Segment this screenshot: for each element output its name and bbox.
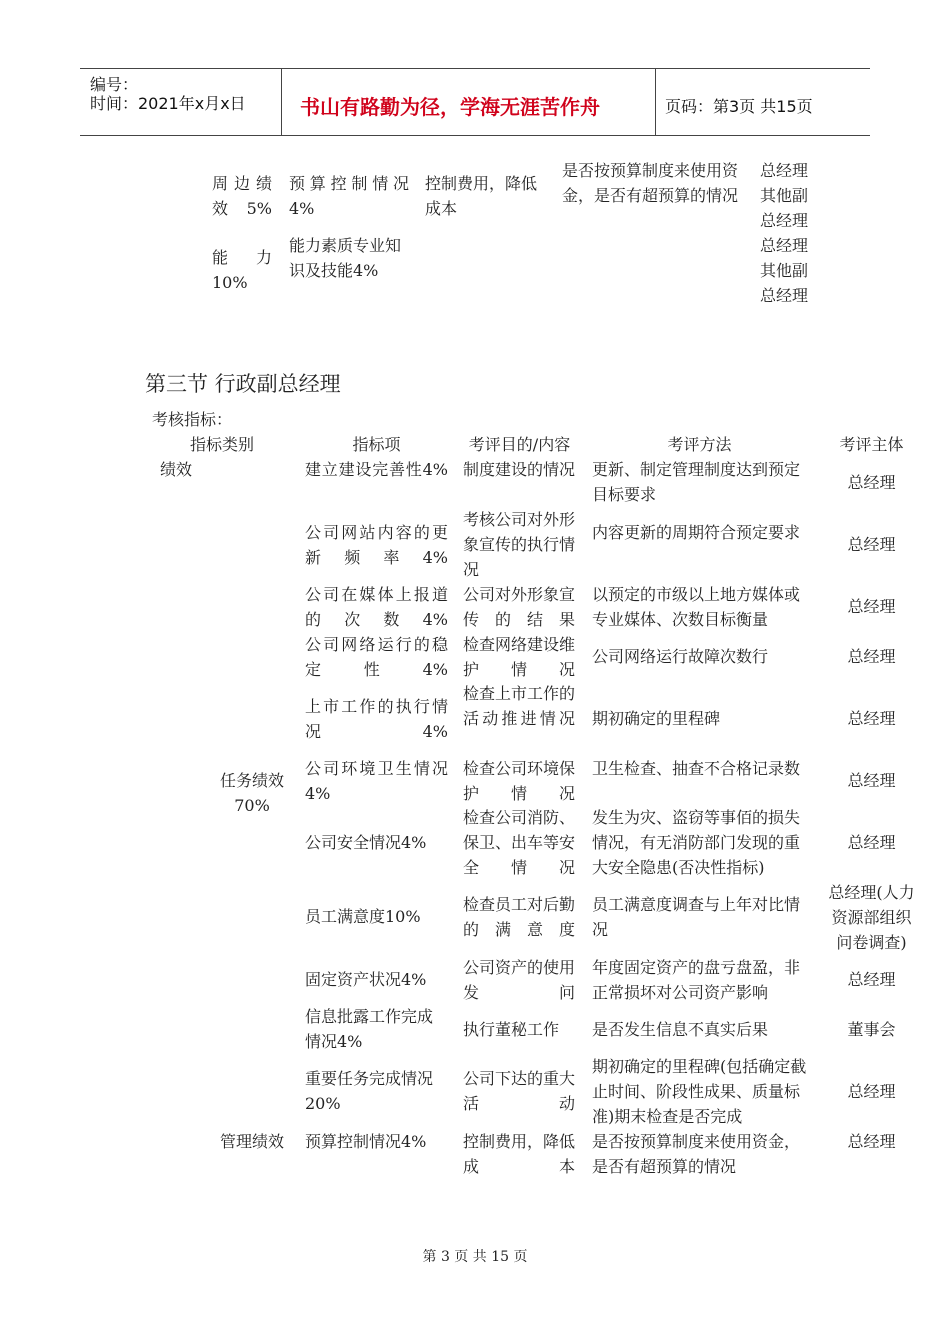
row-item: 公司网络运行的稳定性4%	[305, 635, 448, 679]
col-header-method: 考评方法	[667, 435, 732, 454]
doc-number-label: 编号：	[90, 75, 139, 94]
row-purpose: 制度建设的情况	[463, 460, 576, 479]
row-item: 员工满意度10%	[305, 907, 421, 926]
prev-row2-category: 能力10%	[212, 248, 272, 292]
row-method: 员工满意度调查与上年对比情况	[592, 895, 801, 939]
row-purpose: 执行董秘工作	[463, 1020, 560, 1039]
row-subject: 总经理	[847, 597, 896, 616]
row-item: 上市工作的执行情况4%	[305, 697, 448, 741]
row-subject: 总经理	[847, 970, 896, 989]
row-purpose: 检查上市工作的活动推进情况	[463, 684, 576, 728]
row-item: 公司环境卫生情况4%	[305, 759, 448, 803]
header-top-rule	[80, 68, 870, 69]
row-method: 期初确定的里程碑	[592, 709, 721, 728]
category-performance: 绩效	[160, 460, 193, 479]
row-item: 固定资产状况4%	[305, 970, 427, 989]
category-management-performance: 管理绩效	[220, 1132, 285, 1151]
row-method: 是否发生信息不真实后果	[592, 1020, 769, 1039]
prev-row2-item: 能力素质专业知识及技能4%	[289, 236, 402, 280]
row-subject: 总经理	[847, 535, 896, 554]
page-footer: 第 3 页 共 15 页	[422, 1249, 528, 1265]
row-purpose: 公司资产的使用发问	[463, 958, 576, 1002]
section-subtitle: 考核指标：	[152, 410, 233, 429]
row-method: 是否按预算制度来使用资金，是否有超预算的情况	[592, 1132, 801, 1176]
row-subject: 总经理	[847, 473, 896, 492]
col-header-item: 指标项	[352, 435, 401, 454]
row-item: 信息批露工作完成情况4%	[305, 1007, 434, 1051]
row-method: 内容更新的周期符合预定要求	[592, 523, 801, 542]
prev-row1-subject: 总经理其他副总经理	[760, 161, 809, 230]
row-purpose: 检查员工对后勤的满意度	[463, 895, 576, 939]
row-item: 公司在媒体上报道的次数4%	[305, 585, 448, 629]
row-subject: 总经理	[847, 771, 896, 790]
doc-time-label: 时间：2021年x月x日	[90, 94, 246, 113]
row-item: 预算控制情况4%	[305, 1132, 427, 1151]
row-method: 发生为灾、盗窃等事佰的损失情况，有无消防部门发现的重大安全隐患(否决性指标)	[592, 808, 801, 877]
row-item: 公司安全情况4%	[305, 833, 427, 852]
row-subject: 总经理	[847, 647, 896, 666]
row-subject: 总经理	[847, 709, 896, 728]
prev-row1-method: 是否按预算制度来使用资金，是否有超预算的情况	[562, 161, 739, 205]
header-divider-left	[281, 68, 282, 136]
prev-row1-item: 预算控制情况4%	[289, 174, 409, 218]
row-subject: 总经理(人力资源部组织问卷调查)	[828, 883, 915, 952]
row-purpose: 检查公司环境保护情况	[463, 759, 576, 803]
row-purpose: 检查公司消防、保卫、出车等安全情况	[463, 808, 576, 877]
header-page-info: 页码：第3页 共15页	[665, 97, 813, 116]
prev-row1-purpose: 控制费用，降低成本	[425, 174, 538, 218]
row-purpose: 控制费用，降低成本	[463, 1132, 576, 1176]
row-subject: 总经理	[847, 1132, 896, 1151]
row-purpose: 检查网络建设维护情况	[463, 635, 576, 679]
row-method: 以预定的市级以上地方媒体或专业媒体、次数目标衡量	[592, 585, 801, 629]
col-header-purpose: 考评目的/内容	[468, 435, 571, 454]
row-item: 重要任务完成情况20%	[305, 1069, 434, 1113]
row-item: 公司网站内容的更新频率4%	[305, 523, 448, 567]
row-method: 期初确定的里程碑(包括确定截止时间、阶段性成果、质量标准)期末检查是否完成	[592, 1057, 807, 1126]
row-purpose: 公司下达的重大活动	[463, 1069, 576, 1113]
row-subject: 总经理	[847, 1082, 896, 1101]
row-method: 公司网络运行故障次数行	[592, 647, 769, 666]
prev-row2-subject: 总经理其他副总经理	[760, 236, 809, 305]
header-divider-right	[655, 68, 656, 136]
row-purpose: 公司对外形象宣传的结果	[463, 585, 576, 629]
section-title: 第三节 行政副总经理	[145, 372, 341, 396]
row-item: 建立建设完善性4%	[305, 460, 448, 479]
row-subject: 董事会	[847, 1020, 896, 1039]
row-subject: 总经理	[847, 833, 896, 852]
row-purpose: 考核公司对外形象宣传的执行情况	[463, 510, 576, 579]
row-method: 年度固定资产的盘亏盘盈，非正常损坏对公司资产影响	[592, 958, 801, 1002]
row-method: 更新、制定管理制度达到预定目标要求	[592, 460, 801, 504]
row-method: 卫生检查、抽查不合格记录数	[592, 759, 801, 778]
category-task-performance: 任务绩效70%	[219, 771, 284, 815]
prev-row1-category: 周边绩效5%	[212, 174, 272, 218]
col-header-subject: 考评主体	[839, 435, 904, 454]
header-bottom-rule	[80, 135, 870, 136]
header-motto: 书山有路勤为径，学海无涯苦作舟	[300, 95, 600, 119]
col-header-category: 指标类别	[189, 435, 254, 454]
